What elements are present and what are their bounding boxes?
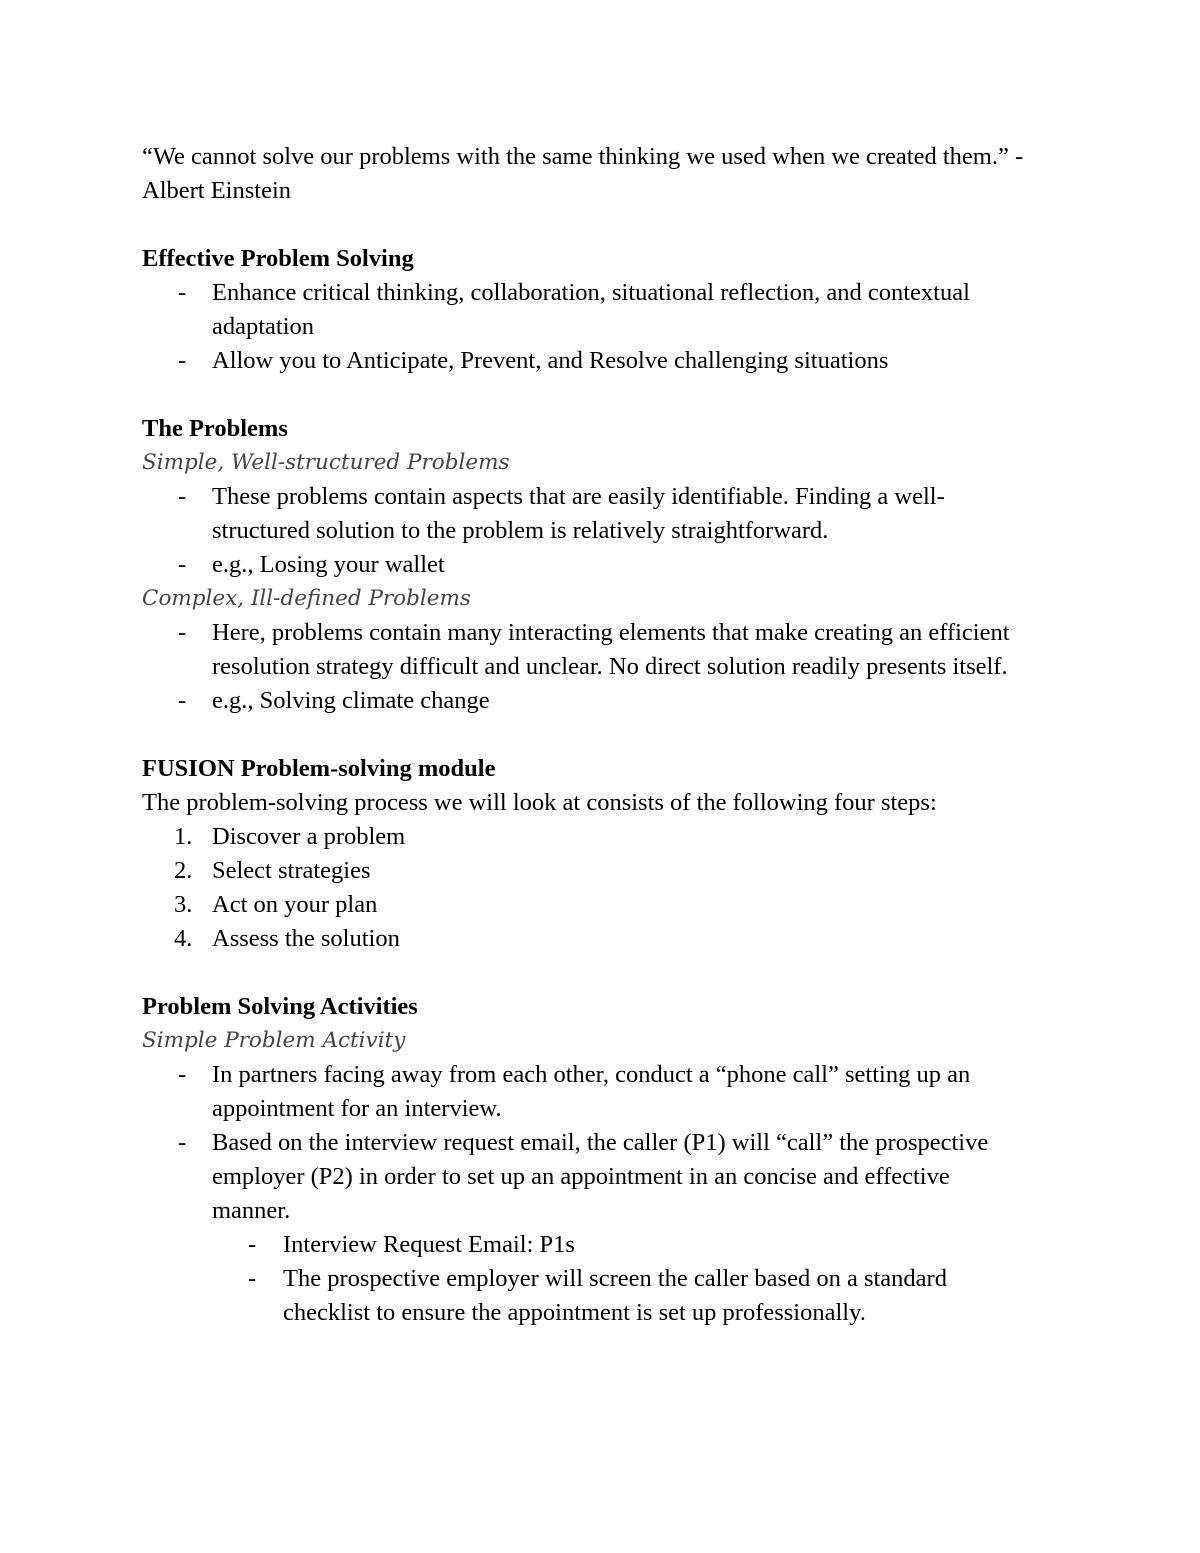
bullet-marker: - [248, 1231, 257, 1258]
simple-problems-list [142, 480, 1072, 582]
bullet-marker: - [178, 483, 187, 510]
complex-problems-list [142, 616, 1072, 718]
fusion-intro: The problem-solving process we will look at consists of the following four steps: [142, 789, 937, 816]
document-body [142, 140, 1072, 1330]
step-item: 3. Act on your plan [142, 888, 1072, 922]
list-item: - Enhance critical thinking, collaboration, situational reflection, and contextual adaptation [142, 276, 1072, 344]
subheading-simple-activity: Simple Problem Activity [142, 1028, 406, 1053]
activities-list [142, 1058, 1072, 1330]
step-item: 1. Discover a problem [142, 820, 1072, 854]
bullet-marker: - [248, 1265, 257, 1292]
bullet-marker: - [178, 279, 187, 306]
bullet-marker: - [178, 347, 187, 374]
subheading-simple-problems: Simple, Well-structured Problems [142, 450, 510, 475]
heading-the-problems: The Problems [142, 415, 288, 442]
list-item: - Interview Request Email: P1s [142, 1228, 1032, 1262]
step-number: 3. [174, 891, 193, 918]
list-item: - These problems contain aspects that are easily identifiable. Finding a well-structured solution to the problem is relatively straightforward. [142, 480, 1072, 548]
fusion-steps-list [142, 820, 1072, 956]
step-number: 2. [174, 857, 193, 884]
list-item: - Based on the interview request email, the caller (P1) will “call” the prospective employer (P2) in order to set up an appointment in an concise and effective manner. - Interview Request Email: P1s - The prospective employer will screen the caller based on a standard checklist to ensure the appointment is set up professionally. [142, 1126, 1072, 1330]
heading-effective-problem-solving: Effective Problem Solving [142, 245, 414, 272]
list-item: - e.g., Solving climate change [142, 684, 1072, 718]
list-item: - In partners facing away from each other, conduct a “phone call” setting up an appointment for an interview. [142, 1058, 1072, 1126]
step-item: 4. Assess the solution [142, 922, 1072, 956]
step-number: 1. [174, 823, 193, 850]
list-item: - e.g., Losing your wallet [142, 548, 1072, 582]
bullet-marker: - [178, 1061, 187, 1088]
heading-fusion-module: FUSION Problem-solving module [142, 755, 496, 782]
list-item: - The prospective employer will screen the caller based on a standard checklist to ensure the appointment is set up professionally. [142, 1262, 1032, 1330]
activities-sub-list [142, 1228, 1032, 1330]
list-item: - Here, problems contain many interacting elements that make creating an efficient resolution strategy difficult and unclear. No direct solution readily presents itself. [142, 616, 1072, 684]
einstein-quote: “We cannot solve our problems with the same thinking we used when we created them.” - Albert Einstein [142, 143, 1024, 204]
step-number: 4. [174, 925, 193, 952]
step-item: 2. Select strategies [142, 854, 1072, 888]
bullet-marker: - [178, 1129, 187, 1156]
effective-bullet-list [142, 276, 1072, 378]
bullet-marker: - [178, 619, 187, 646]
subheading-complex-problems: Complex, Ill-defined Problems [142, 586, 471, 611]
bullet-marker: - [178, 687, 187, 714]
heading-problem-solving-activities: Problem Solving Activities [142, 993, 418, 1020]
list-item: - Allow you to Anticipate, Prevent, and Resolve challenging situations [142, 344, 1072, 378]
bullet-marker: - [178, 551, 187, 578]
